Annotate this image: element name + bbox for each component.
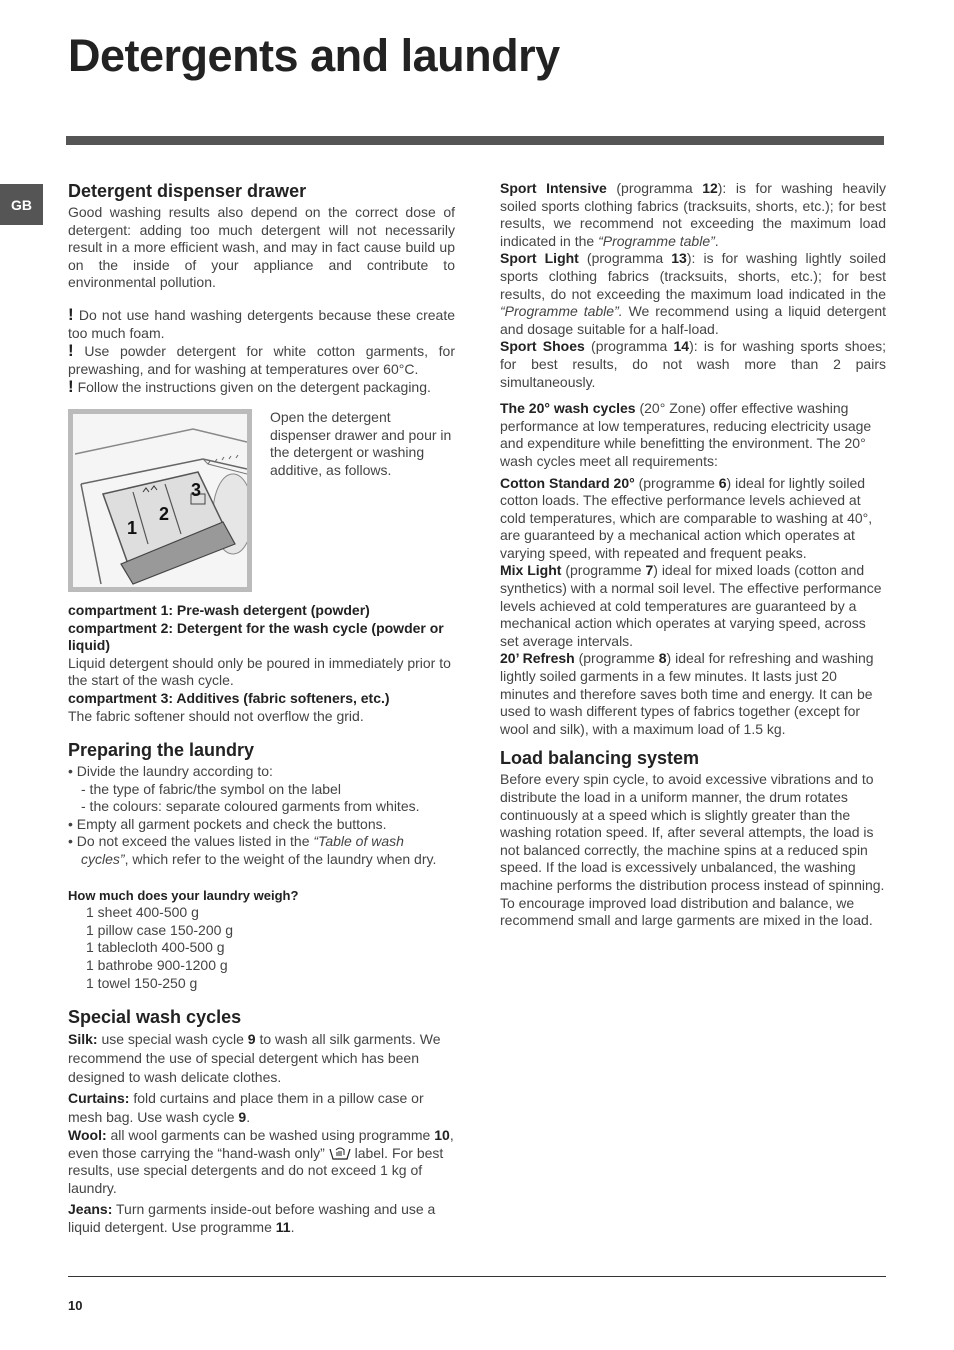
compartment-3: compartment 3: Additives (fabric softeners, etc.): [68, 689, 390, 706]
balance-heading: Load balancing system: [500, 748, 700, 769]
list-item: - the type of fabric/the symbol on the label: [81, 780, 341, 797]
warning-3: ! Follow the instructions given on the detergent packaging.: [68, 377, 431, 397]
warning-1: ! Do not use hand washing detergents because these create too much foam.: [68, 304, 455, 341]
compartment-label-2: 2: [159, 503, 170, 524]
list-item: 1 towel 150-250 g: [86, 974, 198, 991]
page-number: 10: [68, 1298, 83, 1313]
list-item: • Divide the laundry according to:: [68, 763, 273, 780]
list-item: - the colours: separate coloured garments from whites.: [81, 798, 420, 815]
mix-light-paragraph: Mix Light (programme 7) ideal for mixed loads (cotton and synthetics) with a normal soil level. The effective performance levels achieved at cold temperatures are guaranteed by a mechanical action which operates at varying speed, across set average intervals.: [500, 562, 882, 649]
compartment-3-note: The fabric softener should not overflow the grid.: [68, 707, 364, 724]
hand-wash-icon: [329, 1146, 351, 1160]
preparing-heading: Preparing the laundry: [68, 740, 255, 761]
drawer-figure-row: [68, 409, 455, 592]
warning-icon: !: [68, 341, 74, 361]
dispenser-heading: Detergent dispenser drawer: [68, 181, 307, 201]
special-heading: Special wash cycles: [68, 1007, 242, 1028]
title-divider: [66, 136, 884, 145]
compartment-1: compartment 1: Pre-wash detergent (powder): [68, 601, 370, 618]
list-item: 1 tablecloth 400-500 g: [86, 939, 225, 956]
compartment-label-1: 1: [127, 517, 138, 538]
wool-paragraph: Wool: all wool garments can be washed using programme 10, even those carrying the “hand-wash only” label. For best results, use special detergents and do not exceed 1 kg of laundry.: [68, 1127, 454, 1196]
warning-icon: !: [68, 377, 74, 397]
list-item: • Do not exceed the values listed in the “Table of wash cycles”, which refer to the weight of the laundry when dry.: [68, 833, 437, 868]
left-column: [68, 180, 455, 1236]
curtains-paragraph: Curtains: fold curtains and place them in a pillow case or mesh bag. Use wash cycle 9.: [68, 1090, 424, 1126]
footer-divider: [68, 1276, 886, 1277]
list-item: 1 sheet 400-500 g: [86, 904, 199, 921]
list-item: • Empty all garment pockets and check the buttons.: [68, 815, 387, 832]
page-title: Detergents and laundry: [68, 30, 560, 81]
weigh-title: How much does your laundry weigh?: [68, 887, 299, 903]
language-tab: GB: [0, 184, 43, 225]
warning-icon: !: [68, 304, 74, 324]
list-item: 1 bathrobe 900-1200 g: [86, 957, 228, 974]
drawer-instructions: Open the detergent dispenser drawer and pour in the detergent or washing additive, as follows.: [270, 408, 452, 478]
warning-2: ! Use powder detergent for white cotton garments, for prewashing, and for washing at temperatures over 60°C.: [68, 341, 455, 377]
jeans-paragraph: Jeans: Turn garments inside-out before washing and use a liquid detergent. Use programme 11.: [68, 1200, 436, 1235]
weigh-list: [68, 904, 455, 992]
sport-light-paragraph: Sport Light (programma 13): is for washing lightly soiled sports clothing fabrics (tracksuits, shorts, etc.); for best results, do not exceeding the maximum load indicated in the “Programme table”. We recommend using a liquid detergent and dosage suitable for a half-load.: [500, 250, 886, 337]
compartment-2-note: Liquid detergent should only be poured in immediately prior to the start of the wash cycle.: [68, 654, 451, 689]
compartment-2: compartment 2: Detergent for the wash cycle (powder or liquid): [68, 619, 444, 654]
refresh-paragraph: 20’ Refresh (programme 8) ideal for refreshing and washing lightly soiled garments in a few minutes. It lasts just 20 minutes and therefore saves both time and energy. It can be used to wash different types of fabrics together (except for wool and silk), with a maximum load of 1.5 kg.: [500, 650, 874, 737]
detergent-drawer-illustration: [68, 409, 252, 592]
dispenser-intro: Good washing results also depend on the correct dose of detergent: adding too much detergent will not necessarily result in a more efficient wash, and may in fact cause build up on the inside of your appliance and contribute to environmental pollution.: [68, 204, 455, 291]
right-column: [500, 180, 886, 930]
list-item: 1 pillow case 150-200 g: [86, 921, 234, 938]
cycles20-intro: The 20° wash cycles (20° Zone) offer effective washing performance at low temperatures, reducing electricity usage and expenditure while benefitting the environment. The 20° wash cycles meet all requirements:: [500, 400, 872, 469]
sport-intensive-paragraph: Sport Intensive (programma 12): is for washing heavily soiled sports clothing fabrics (tracksuits, shorts, etc.); for best results, we recommend not exceeding the maximum load indicated in the “Programme table”.: [500, 180, 886, 249]
silk-paragraph: Silk: use special wash cycle 9 to wash all silk garments. We recommend the use of special detergent which has been designed to wash delicate clothes.: [68, 1031, 441, 1086]
preparing-list: [68, 763, 455, 869]
cotton-standard-paragraph: Cotton Standard 20° (programme 6) ideal for lightly soiled cotton loads. The effective performance levels achieved at cold temperatures, which are comparable to washing at 40°, are guaranteed by a mechanical action which operates at varying speed, with repeated and frequent peaks.: [500, 474, 873, 561]
compartment-label-3: 3: [191, 479, 202, 500]
balance-text: Before every spin cycle, to avoid excessive vibrations and to distribute the load in a uniform manner, the drum rotates continuously at a speed which is slightly greater than the washing rotation speed. If, after several attempts, the load is not balanced correctly, the machine spins at a reduced spin speed. If the load is excessively unbalanced, the washing machine performs the distribution process instead of spinning. To encourage improved load distribution and balance, we recommend small and large garments are mixed in the load.: [500, 771, 885, 929]
sport-shoes-paragraph: Sport Shoes (programma 14): is for washing sports shoes; for best results, do not wash more than 2 pairs simultaneously.: [500, 338, 886, 390]
compartment-list: [68, 602, 455, 725]
